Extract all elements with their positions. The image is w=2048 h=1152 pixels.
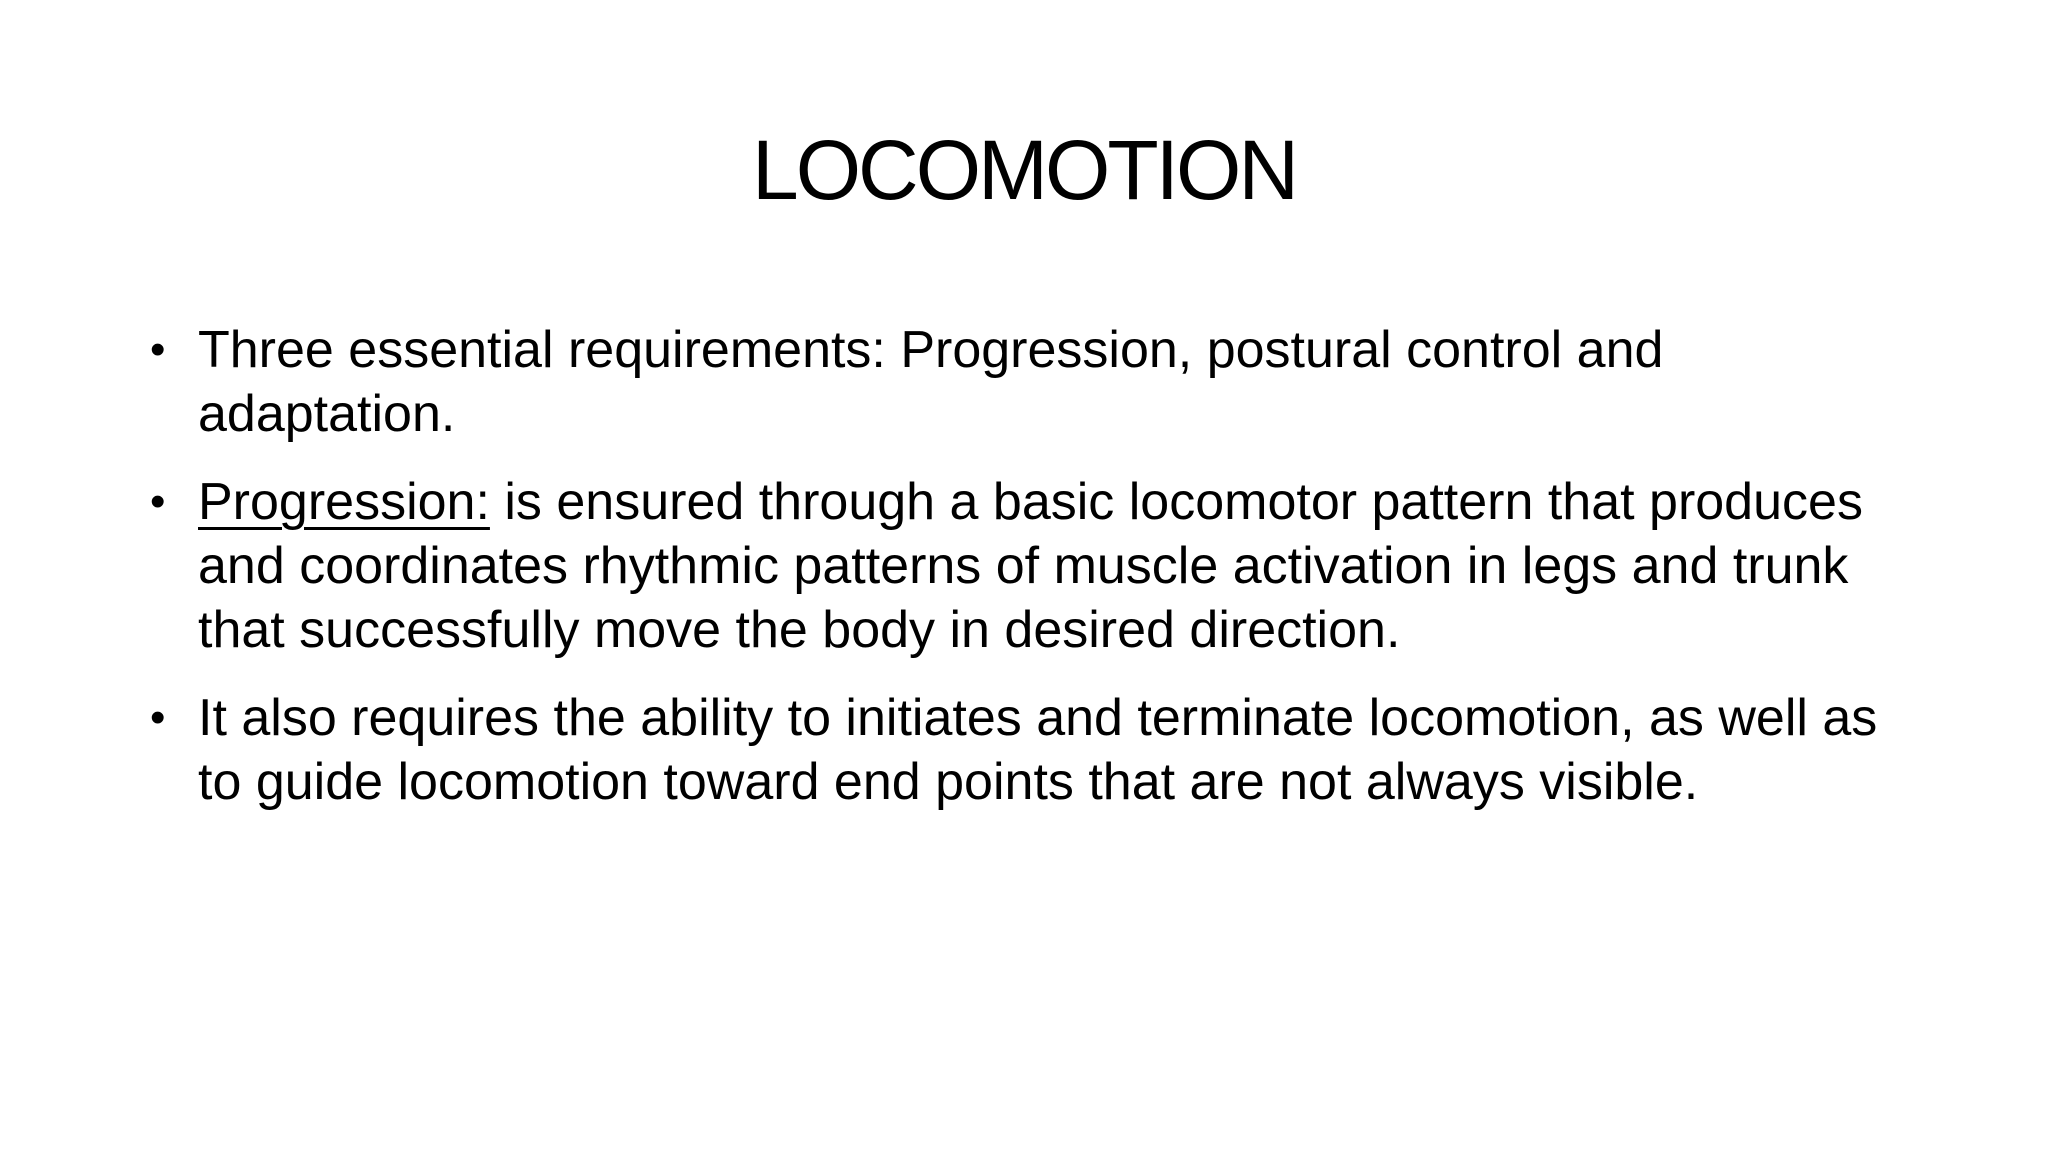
bullet-term: Progression: bbox=[198, 473, 490, 531]
bullet-item-initiate-terminate bbox=[150, 686, 1910, 814]
bullet-dot-icon: • bbox=[150, 693, 166, 742]
bullet-dot-icon: • bbox=[150, 325, 166, 374]
bullet-list bbox=[150, 318, 1910, 838]
bullet-text: It also requires the ability to initiates and terminate locomotion, as well as to guide locomotion toward end points that are not always visible. bbox=[198, 689, 1878, 811]
bullet-item-requirements bbox=[150, 318, 1910, 446]
bullet-item-progression bbox=[150, 470, 1910, 662]
bullet-text: is ensured through a basic locomotor pattern that produces and coordinates rhythmic patterns of muscle activation in legs and trunk that successfully move the body in desired direction. bbox=[198, 473, 1863, 659]
slide-title: LOCOMOTION bbox=[751, 123, 1296, 217]
bullet-dot-icon: • bbox=[150, 477, 166, 526]
bullet-text: Three essential requirements: Progression, postural control and adaptation. bbox=[198, 321, 1664, 443]
